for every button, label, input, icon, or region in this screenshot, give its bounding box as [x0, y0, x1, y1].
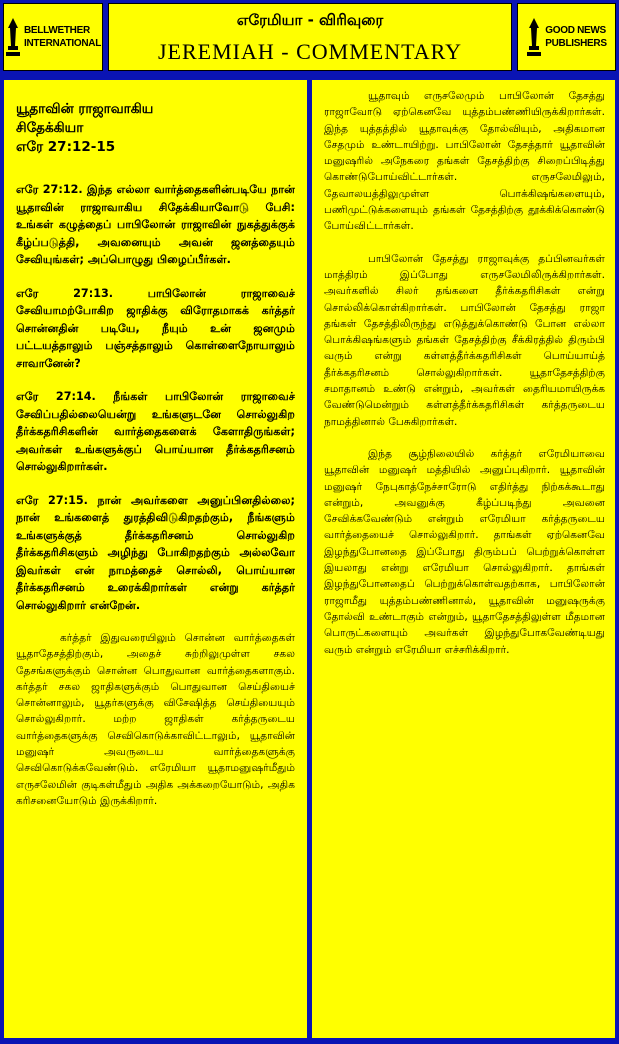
commentary-paragraph: இந்த சூழ்நிலையில் கர்த்தர் எரேமியாவை யூதாவின் மனுஷர் மத்தியில் அனுப்புகிறார். யூதாவின் மனுஷர் நேபுகாத்நேச்சாரோடு எதிர்த்து நிற்கக்கூடாது என்றும், அவனுக்கு கீழ்ப்படிந்து அவனை சேவிக்கவேண்டும் என்றும் எரேமியா கர்த்தருடைய வார்த்தையைச் சொல்லுகிறார். தாங்கள் ஏற்கெனவே இழந்துபோனதை இப்போது திரும்பப் பெற்றுக்கொள்ள இயலாது என்று எரேமியா சொல்லுகிறார். தாங்கள் இழந்துபோனதைப் பெற்றுக்கொள்வதற்காக, பாபிலோன் ராஜாமீது யுத்தம்பண்ணினால், யூதாவின் மனுஷருக்கு தோல்வி உண்டாகும் என்றும், யூதாதேசத்திலுள்ள மீதமான பொருட்களையும் அவர்கள் இழந்துபோகவேண்டியது வரும் என்றும் எரேமியா எச்சரிக்கிறார். [324, 447, 605, 656]
left-column [4, 80, 307, 1038]
section-title-line: யூதாவின் ராஜாவாகிய [16, 101, 154, 117]
verse-paragraph: எரே 27:14. நீங்கள் பாபிலோன் ராஜாவைச் சேவிப்பதில்லையென்று உங்களுடனே சொல்லுகிற தீர்க்கதரிசிகளின் வார்த்தைகளைக் கேளாதிருங்கள்; அவர்கள் உங்களுக்குப் பொய்யான தீர்க்கதரிசனம் சொல்லுகிறார்கள். [16, 390, 295, 473]
logo-line: GOOD NEWS [545, 25, 606, 36]
bellwether-logo [3, 3, 103, 71]
verse-paragraph: எரே 27:12. இந்த எல்லா வார்த்தைகளின்படியே நான் யூதாவின் ராஜாவாகிய சிதேக்கியாவோடு பேசி: உங்கள் கழுத்தைப் பாபிலோன் ராஜாவின் நுகத்துக்குக் கீழ்ப்படுத்தி, அவனையும் அவன் ஜனத்தையும் சேவியுங்கள்; அப்பொழுது பிழைப்பீர்கள். [16, 183, 295, 266]
lamp-icon [5, 16, 21, 58]
right-column [312, 80, 615, 1038]
verse-paragraph: எரே 27:13. பாபிலோன் ராஜாவைச் சேவியாமற்போகிற ஜாதிக்கு விரோதமாகக் கர்த்தர் சொன்னதின் படியே, நீயும் உன் ஜனமும் பட்டயத்தாலும் பஞ்சத்தாலும் கொள்ளைநோயாலும் சாவானேன்? [16, 286, 295, 370]
good-news-logo [517, 3, 616, 71]
commentary-paragraph: பாபிலோன் தேசத்து ராஜாவுக்கு தப்பினவர்கள் மாத்திரம் இப்போது எருசலேமிலிருக்கிறார்கள். அவர்களில் சிலர் தங்களை தீர்க்கதரிசிகள் என்று சொல்லிக்கொள்கிறார்கள். பாபிலோன் தேசத்து ராஜா தங்கள் தேசத்திலிருந்து எடுத்துக்கொண்டு போன எல்லா பொக்கிஷங்களும் தங்கள் தேசத்திற்கு சீக்கிரத்தில் திரும்பி வரும் என்று கள்ளத்தீர்க்கதரிசிகள் பொய்யாய்த் தீர்க்கதரிசனம் சொல்லுகிறார்கள். யூதாதேசத்திற்கு சமாதானம் உண்டு என்றும், அவர்கள் தைரியமாயிருக்க வேண்டுமென்றும் கள்ளத்தீர்க்கதரிசிகள் கர்த்தருடைய நாமத்தினால் பேசுகிறார்கள். [324, 252, 605, 428]
commentary-paragraph: யூதாவும் எருசலேமும் பாபிலோன் தேசத்து ராஜாவோடு ஏற்கெனவே யுத்தம்பண்ணியிருக்கிறார்கள். இந்த யுத்தத்தில் யூதாவுக்கு தோல்வியும், அதிகமான சேதமும் உண்டாயிற்று. பாபிலோன் தேசத்தார் யூதாவின் மனுஷரில் அநேகரை தங்கள் தேசத்திற்கு சிறைப்பிடித்து கொண்டுபோய்விட்டார்கள். எருசலேமிலும், தேவாலயத்திலுமுள்ள பொக்கிஷங்களையும், பணிமுட்டுக்களையும் தங்கள் தேசத்திற்கு தூக்கிக்கொண்டு போய்விட்டார்கள். [324, 90, 605, 233]
logo-line: PUBLISHERS [545, 38, 607, 49]
commentary-paragraph: கர்த்தர் இதுவரையிலும் சொன்ன வார்த்தைகள் யூதாதேசத்திற்கும், அதைச் சுற்றிலுமுள்ள சகல தேசங்களுக்கும் சொன்ன பொதுவான வார்த்தைகளாகும். கர்த்தர் சகல ஜாதிகளுக்கும் பொதுவான செய்தியைச் சொன்னாலும், யூதர்களுக்கு விசேஷித்த செய்தியையும் சொல்லுகிறார். மற்ற ஜாதிகள் கர்த்தருடைய வார்த்தைகளுக்கு செவிகொடுக்காவிட்டாலும், யூதாவின் மனுஷர் அவருடைய வார்த்தைகளுக்கு செவிகொடுக்கவேண்டும். எரேமியா யூதாமனுஷர்மீதும் எருசலேமின் குடிகள்மீதும் அதிக அக்கறையோடும், அதிக கரிசனையோடும் இருக்கிறார். [16, 632, 295, 807]
section-title-line: சிதேக்கியா [16, 120, 84, 136]
title-tamil: எரேமியா - விரிவுரை [236, 11, 384, 29]
verse-paragraph: எரே 27:15. நான் அவர்களை அனுப்பினதில்லை; நான் உங்களைத் துரத்திவிடுகிறதற்கும், நீங்களும் உங்களுக்குத் தீர்க்கதரிசனம் சொல்லுகிற தீர்க்கதரிசிகளும் அழிந்து போகிறதற்கும் அல்லவோ இவர்கள் என் நாமத்தைச் சொல்லி, பொய்யான தீர்க்கதரிசனம் உரைக்கிறார்கள் என்று கர்த்தர் சொல்லுகிறார் என்றேன். [16, 493, 295, 612]
section-title-line: எரே 27:12-15 [16, 139, 116, 155]
title-banner [108, 3, 512, 71]
lamp-icon [526, 16, 542, 58]
title-english: JEREMIAH - COMMENTARY [157, 39, 463, 64]
logo-line: INTERNATIONAL [23, 38, 102, 49]
section-title [16, 100, 295, 157]
logo-line: BELLWETHER [23, 25, 90, 36]
page-header [0, 0, 619, 76]
